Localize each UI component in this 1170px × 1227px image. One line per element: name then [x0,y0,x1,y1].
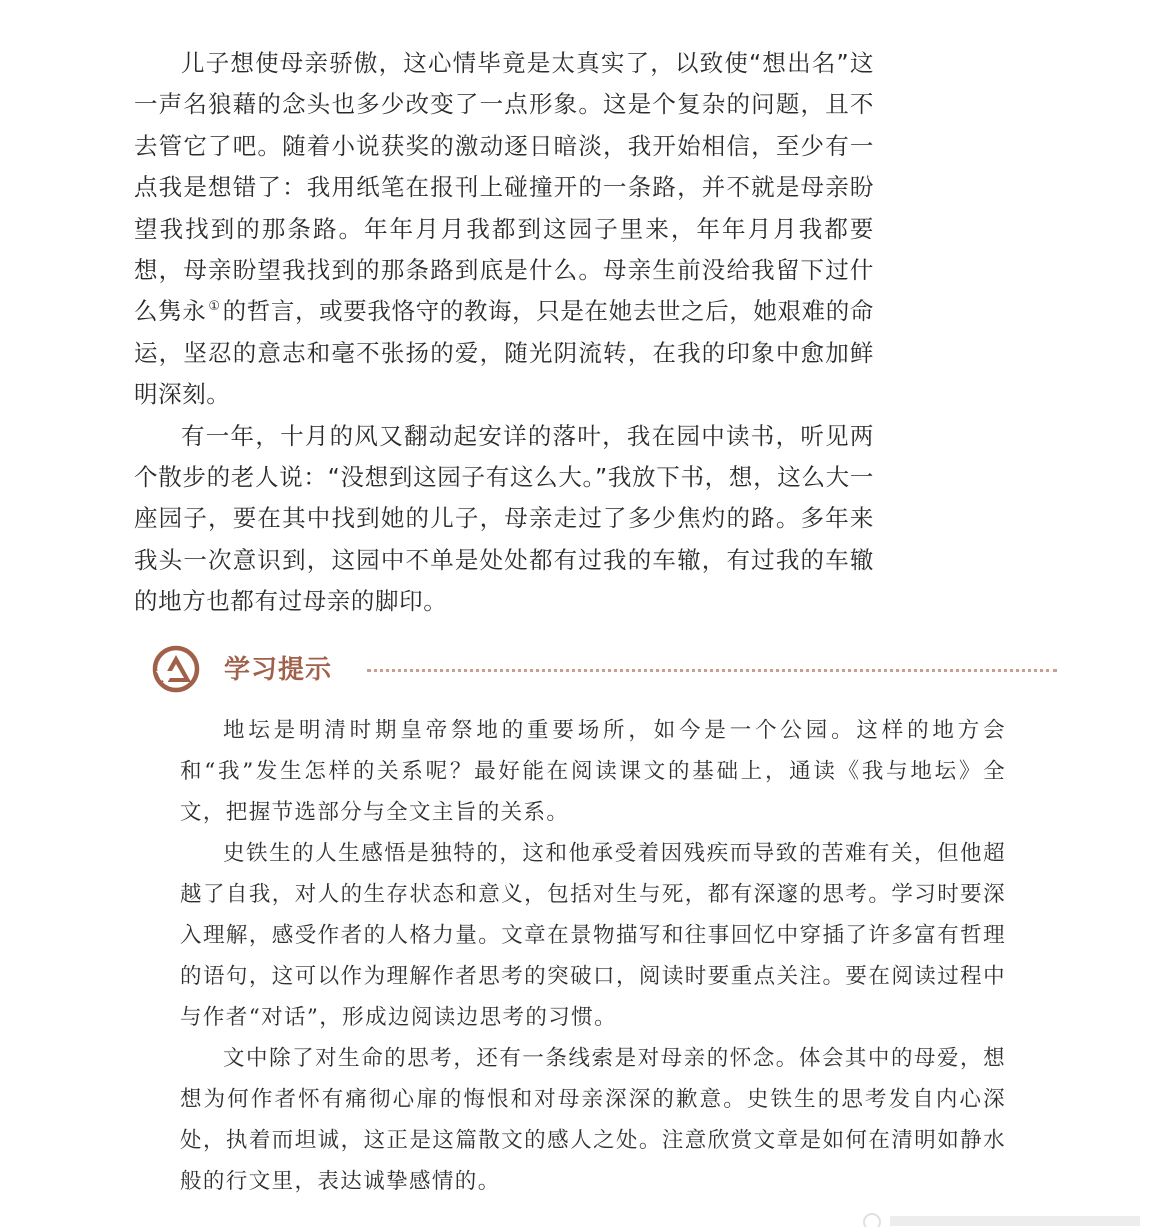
article-paragraph-1-text-a: 儿子想使母亲骄傲，这心情毕竟是太真实了，以致使“想出名”这一声名狼藉的念头也多少改变了一点形象。这是个复杂的问题，且不去管它了吧。随着小说获奖的激动逐日暗淡，我开始相信，至少有一点我是想错了：我用纸笔在报刊上碰撞开的一条路，并不就是母亲盼望我找到的那条路。年年月月我都到这园子里来，年年月月我都要想，母亲盼望我找到的那条路到底是什么。母亲生前没给我留下过什么隽永 [134,49,874,326]
study-tips-paragraph-3: 文中除了对生命的思考，还有一条线索是对母亲的怀念。体会其中的母爱，想想为何作者怀有痛彻心扉的悔恨和对母亲深深的歉意。史铁生的思考发自内心深处，执着而坦诚，这正是这篇散文的感人之处。注意欣赏文章是如何在清明如静水般的行文里，表达诚挚感情的。 [180,1046,1006,1194]
study-tips-paragraph-1: 地坛是明清时期皇帝祭地的重要场所，如今是一个公园。这样的地方会和“我”发生怎样的关系呢？最好能在阅读课文的基础上，通读《我与地坛》全文，把握节选部分与全文主旨的关系。 [180,718,1006,825]
article-paragraph-2: 有一年，十月的风又翻动起安详的落叶，我在园中读书，听见两个散步的老人说：“没想到这园子有这么大。”我放下书，想，这么大一座园子，要在其中找到她的儿子，母亲走过了多少焦灼的路。多年来我头一次意识到，这园中不单是处处都有过我的车辙，有过我的车辙的地方也都有过母亲的脚印。 [134,421,874,616]
footnote-marker[interactable]: ① [208,299,221,315]
study-tips-title: 学习提示 [224,655,333,685]
article-paragraph-1-text-b: 的哲言，或要我恪守的教诲，只是在她去世之后，她艰难的命运，坚忍的意志和毫不张扬的爱，随光阴流转，在我的印象中愈加鲜明深刻。 [134,297,874,409]
study-tips-header [152,645,1057,693]
article-paragraph-1 [134,43,874,416]
watermark-icon [860,1208,1160,1227]
study-tips-logo-icon [152,645,204,693]
study-tips-divider [367,669,1057,672]
article-body [134,43,874,623]
study-tips-paragraph-2: 史铁生的人生感悟是独特的，这和他承受着因残疾而导致的苦难有关，但他超越了自我，对人的生存状态和意义，包括对生与死，都有深邃的思考。学习时要深入理解，感受作者的人格力量。文章在景物描写和往事回忆中穿插了许多富有哲理的语句，这可以作为理解作者思考的突破口，阅读时要重点关注。要在阅读过程中与作者“对话”，形成边阅读边思考的习惯。 [180,841,1006,1030]
study-tips-body [180,710,1006,1202]
